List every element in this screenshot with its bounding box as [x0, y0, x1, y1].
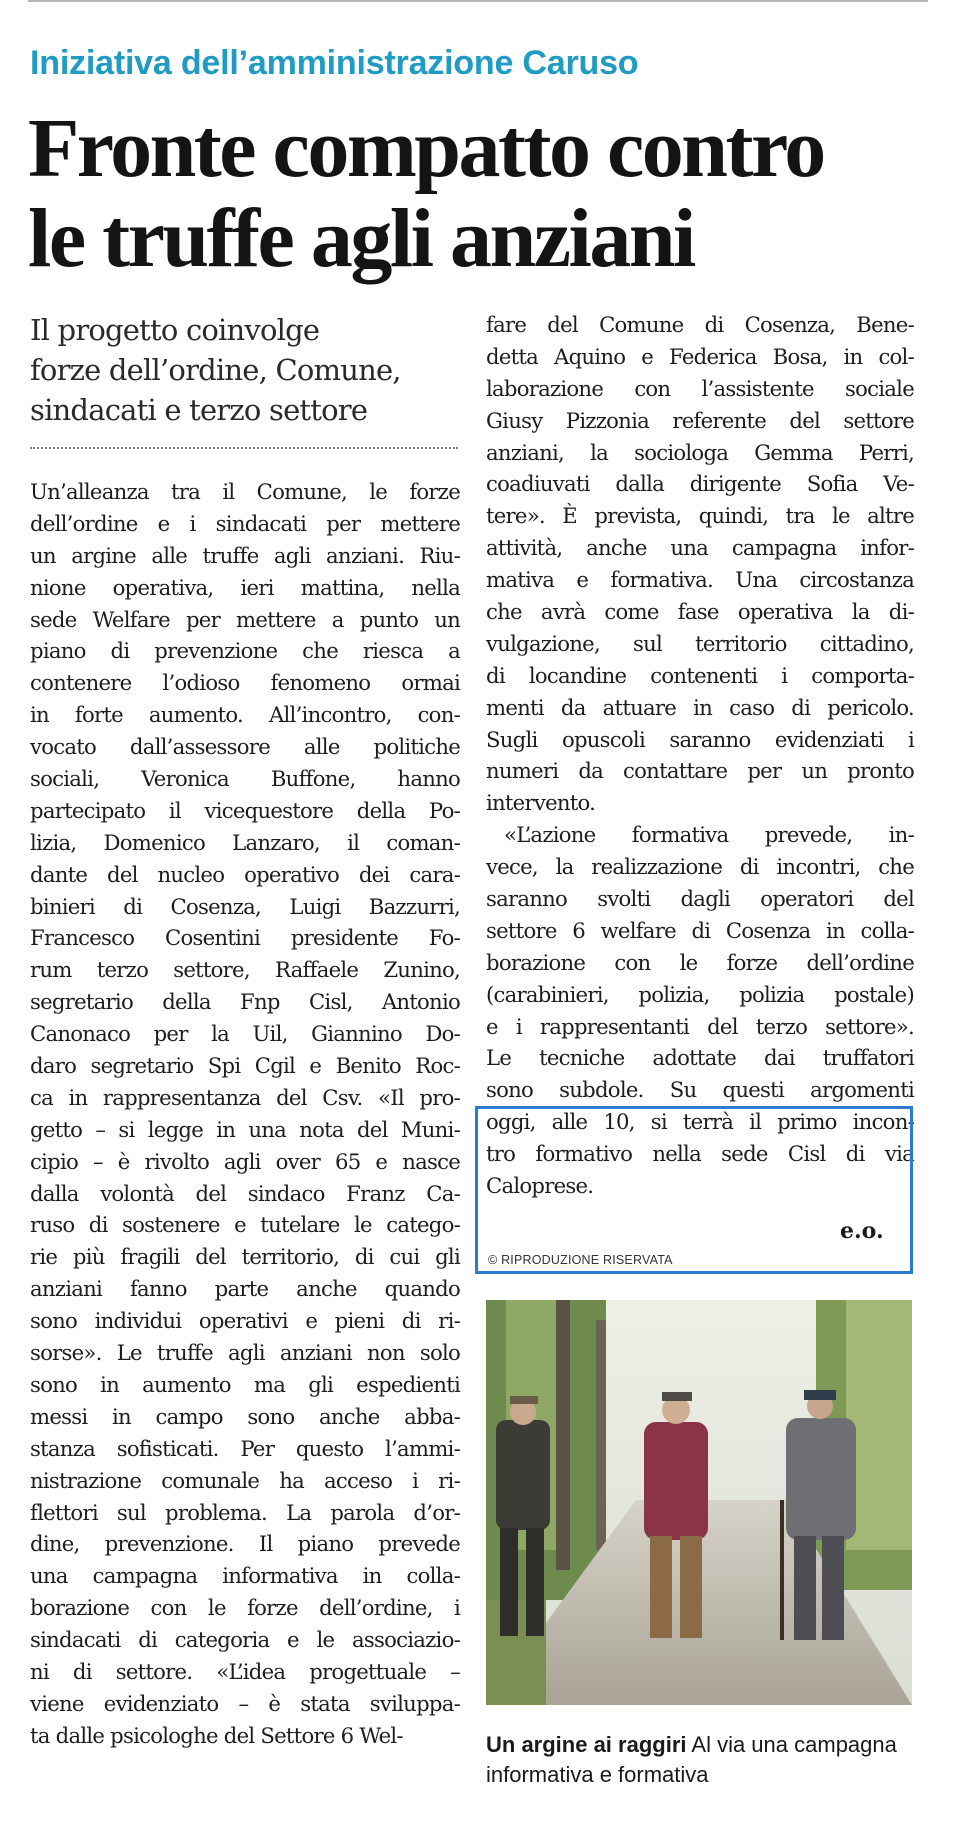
- body-line: Giusy Pizzonia referente del settore: [486, 407, 914, 433]
- headline-line: le truffe agli anziani: [28, 192, 694, 285]
- body-line: di locandine contenenti i comporta-: [486, 662, 914, 688]
- body-line: partecipato il vicequestore della Po-: [30, 797, 460, 823]
- body-line: cipio – è rivolto agli over 65 e nasce: [30, 1148, 460, 1174]
- body-column-1: [30, 476, 460, 1752]
- body-line: detta Aquino e Federica Bosa, in col-: [486, 343, 914, 369]
- body-line: sono in aumento ma gli espedienti: [30, 1371, 460, 1397]
- body-line: oggi, alle 10, si terrà il primo incon-: [486, 1109, 914, 1135]
- body-line: piano di prevenzione che riesca a: [30, 638, 460, 664]
- body-line: sono individui operativi e pieni di ri-: [30, 1308, 460, 1334]
- headline: [28, 104, 928, 284]
- body-line: che avrà come fase operativa la di-: [486, 599, 914, 625]
- body-line: nistrazione comunale ha acceso i ri-: [30, 1467, 460, 1493]
- body-line: daro segretario Spi Cgil e Benito Roc-: [30, 1053, 460, 1079]
- body-line: nione operativa, ieri mattina, nella: [30, 574, 460, 600]
- body-line: Sugli opuscoli saranno evidenziati i: [486, 726, 914, 752]
- body-line: sindacati di categoria e le associazio-: [30, 1627, 460, 1653]
- body-line: coadiuvati dalla dirigente Sofia Ve-: [486, 471, 914, 497]
- body-line: e i rappresentanti del terzo settore».: [486, 1013, 914, 1039]
- body-line: numeri da contattare per un pronto: [486, 758, 914, 784]
- body-line: un argine alle truffe agli anziani. Riu-: [30, 542, 460, 568]
- body-line: contenere l’odioso fenomeno ormai: [30, 670, 460, 696]
- summary: [30, 310, 460, 430]
- body-line: dell’ordine e i sindacati per mettere: [30, 510, 460, 536]
- body-line: getto – si legge in una nota del Muni-: [30, 1116, 460, 1142]
- body-line: fare del Comune di Cosenza, Bene-: [486, 312, 914, 337]
- body-line: ca in rappresentanza del Csv. «Il pro-: [30, 1084, 460, 1110]
- body-line: borazione con le forze dell’ordine, i: [30, 1595, 460, 1621]
- body-line: Le tecniche adottate dai truffatori: [486, 1045, 914, 1071]
- body-line: Francesco Cosentini presidente Fo-: [30, 925, 460, 951]
- body-line: tere». È prevista, quindi, tra le altre: [486, 503, 914, 529]
- caption-title: Un argine ai raggiri: [486, 1732, 687, 1757]
- body-line: stanza sofisticati. Per questo l’ammi-: [30, 1435, 460, 1461]
- body-line: dante del nucleo operativo dei cara-: [30, 861, 460, 887]
- author-signature: e.o.: [840, 1218, 884, 1244]
- body-column-2: [486, 309, 914, 1202]
- body-line: attività, anche una campagna infor-: [486, 535, 914, 561]
- summary-line: sindacati e terzo settore: [30, 393, 368, 427]
- top-rule: [28, 0, 928, 2]
- photo-caption: [486, 1730, 916, 1790]
- body-line: ruso di sostenere e tutelare le catego-: [30, 1212, 460, 1238]
- body-line: vulgazione, sul territorio cittadino,: [486, 630, 914, 656]
- headline-line: Fronte compatto contro: [28, 102, 824, 195]
- body-line: sono subdole. Su questi argomenti: [486, 1077, 914, 1103]
- body-line: dalla volontà del sindaco Franz Ca-: [30, 1180, 460, 1206]
- body-line: (carabinieri, polizia, polizia postale): [486, 981, 914, 1007]
- body-line: sociali, Veronica Buffone, hanno: [30, 766, 460, 792]
- body-line: «L’azione formativa prevede, in-: [504, 822, 914, 848]
- body-line: binieri di Cosenza, Luigi Bazzurri,: [30, 893, 460, 919]
- body-line: dine, prevenzione. Il piano prevede: [30, 1531, 460, 1557]
- body-line: flettori sul problema. La parola d’or-: [30, 1499, 460, 1525]
- body-line: viene evidenziato – è stata sviluppa-: [30, 1690, 460, 1716]
- highlight-box: [475, 1106, 913, 1274]
- body-line: intervento.: [486, 790, 596, 816]
- body-line: lizia, Domenico Lanzaro, il coman-: [30, 829, 460, 855]
- kicker: Iniziativa dell’amministrazione Caruso: [30, 44, 639, 82]
- body-line: sede Welfare per mettere a punto un: [30, 606, 460, 632]
- body-line: vocato dall’assessore alle politiche: [30, 734, 460, 760]
- body-line: vece, la realizzazione di incontri, che: [486, 854, 914, 880]
- summary-line: forze dell’ordine, Comune,: [30, 353, 401, 387]
- body-line: in forte aumento. All’incontro, con-: [30, 702, 460, 728]
- body-line: tro formativo nella sede Cisl di via: [486, 1141, 914, 1167]
- summary-divider: [30, 447, 458, 449]
- body-line: messi in campo sono anche abba-: [30, 1403, 460, 1429]
- body-line: Canonaco per la Uil, Giannino Do-: [30, 1021, 460, 1047]
- summary-line: Il progetto coinvolge: [30, 313, 320, 347]
- caption-text: Al via una campagna informativa e formativa: [486, 1732, 897, 1787]
- body-line: Un’alleanza tra il Comune, le forze: [30, 479, 460, 504]
- body-line: borazione con le forze dell’ordine: [486, 949, 914, 975]
- body-line: settore 6 welfare di Cosenza in colla-: [486, 917, 914, 943]
- body-line: rie più fragili del territorio, di cui gli: [30, 1244, 460, 1270]
- body-line: mativa e formativa. Una circostanza: [486, 567, 914, 593]
- body-line: rum terzo settore, Raffaele Zunino,: [30, 957, 460, 983]
- body-line: sorse». Le truffe agli anziani non solo: [30, 1340, 460, 1366]
- body-line: segretario della Fnp Cisl, Antonio: [30, 989, 460, 1015]
- body-line: anziani fanno parte anche quando: [30, 1276, 460, 1302]
- body-line: anziani, la sociologa Gemma Perri,: [486, 439, 914, 465]
- elderly-walking-photo: [486, 1300, 912, 1705]
- body-line: Caloprese.: [486, 1173, 594, 1199]
- article-photo: [486, 1300, 912, 1705]
- body-line: ni di settore. «L’idea progettuale –: [30, 1658, 460, 1684]
- body-line: ta dalle psicologhe del Settore 6 Wel-: [30, 1722, 403, 1748]
- body-line: laborazione con l’assistente sociale: [486, 375, 914, 401]
- copyright-notice: © RIPRODUZIONE RISERVATA: [488, 1253, 673, 1267]
- body-line: menti da attuare in caso di pericolo.: [486, 694, 914, 720]
- body-line: saranno svolti dagli operatori del: [486, 886, 914, 912]
- body-line: una campagna informativa in colla-: [30, 1563, 460, 1589]
